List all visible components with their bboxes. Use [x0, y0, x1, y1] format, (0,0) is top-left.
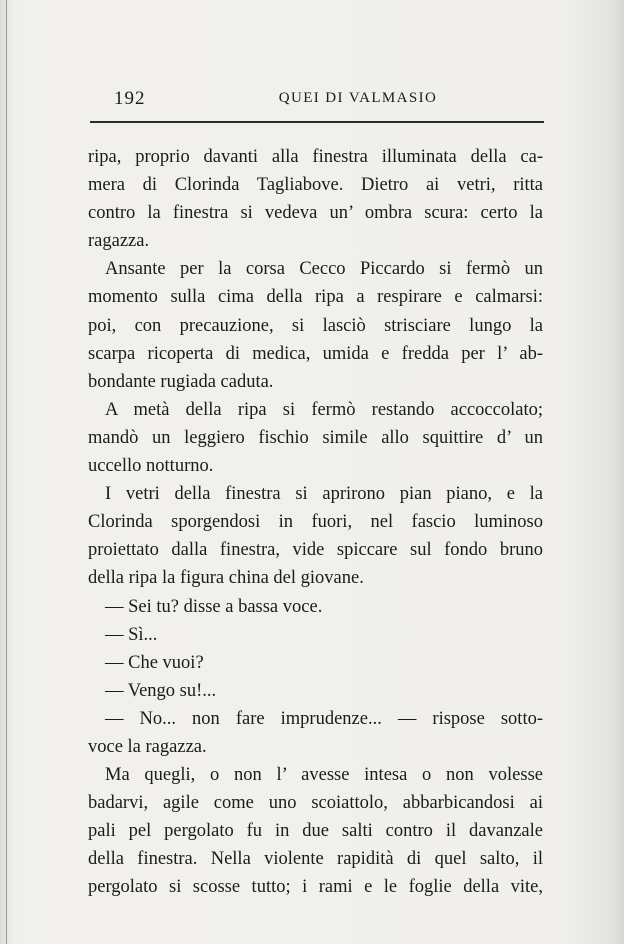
- text-line: poi, con precauzione, si lasciò strisciare lungo la: [88, 315, 543, 336]
- text-line: — Sì...: [105, 624, 158, 645]
- text-line: della ripa la figura china del giovane.: [88, 568, 364, 589]
- running-title: QUEI DI VALMASIO: [278, 90, 438, 106]
- text-line: proiettato dalla finestra, vide spiccare sul fondo bruno: [88, 540, 543, 561]
- page-number: 192: [114, 88, 146, 109]
- text-line: Ansante per la corsa Cecco Piccardo si fermò un: [105, 259, 543, 280]
- text-line: — Vengo su!...: [105, 680, 217, 701]
- text-line: Clorinda sporgendosi in fuori, nel fascio luminoso: [88, 512, 543, 533]
- text-line: contro la finestra si vedeva un’ ombra scura: certo la: [88, 203, 543, 224]
- text-line: Ma quegli, o non l’ avesse intesa o non volesse: [105, 765, 543, 786]
- text-line: pali pel pergolato fu in due salti contro il davanzale: [88, 821, 543, 842]
- text-line: — No... non fare imprudenze... — rispose sotto-: [105, 708, 543, 729]
- header-rule: [90, 121, 544, 123]
- page-edge-shadow: [6, 0, 7, 944]
- text-line: — Che vuoi?: [105, 652, 204, 673]
- text-line: mandò un leggiero fischio simile allo squittire d’ un: [88, 427, 543, 448]
- text-line: A metà della ripa si fermò restando accoccolato;: [105, 399, 543, 420]
- page-header: [114, 88, 542, 114]
- text-line: scarpa ricoperta di medica, umida e fredda per l’ ab-: [88, 343, 543, 364]
- text-line: bondante rugiada caduta.: [88, 371, 274, 392]
- text-line: pergolato si scosse tutto; i rami e le foglie della vite,: [88, 877, 543, 898]
- text-line: della finestra. Nella violente rapidità di quel salto, il: [88, 849, 543, 870]
- text-line: — Sei tu? disse a bassa voce.: [105, 596, 323, 617]
- text-line: badarvi, agile come uno scoiattolo, abbarbicandosi ai: [88, 793, 543, 814]
- text-line: uccello notturno.: [88, 456, 214, 477]
- text-line: I vetri della finestra si aprirono pian piano, e la: [105, 484, 543, 505]
- text-line: ripa, proprio davanti alla finestra illuminata della ca-: [88, 147, 543, 167]
- text-line: voce la ragazza.: [88, 736, 207, 757]
- text-line: momento sulla cima della ripa a respirare e calmarsi:: [88, 287, 543, 308]
- body-text: [88, 143, 543, 902]
- text-line: mera di Clorinda Tagliabove. Dietro ai vetri, ritta: [88, 175, 543, 196]
- text-line: ragazza.: [88, 231, 150, 252]
